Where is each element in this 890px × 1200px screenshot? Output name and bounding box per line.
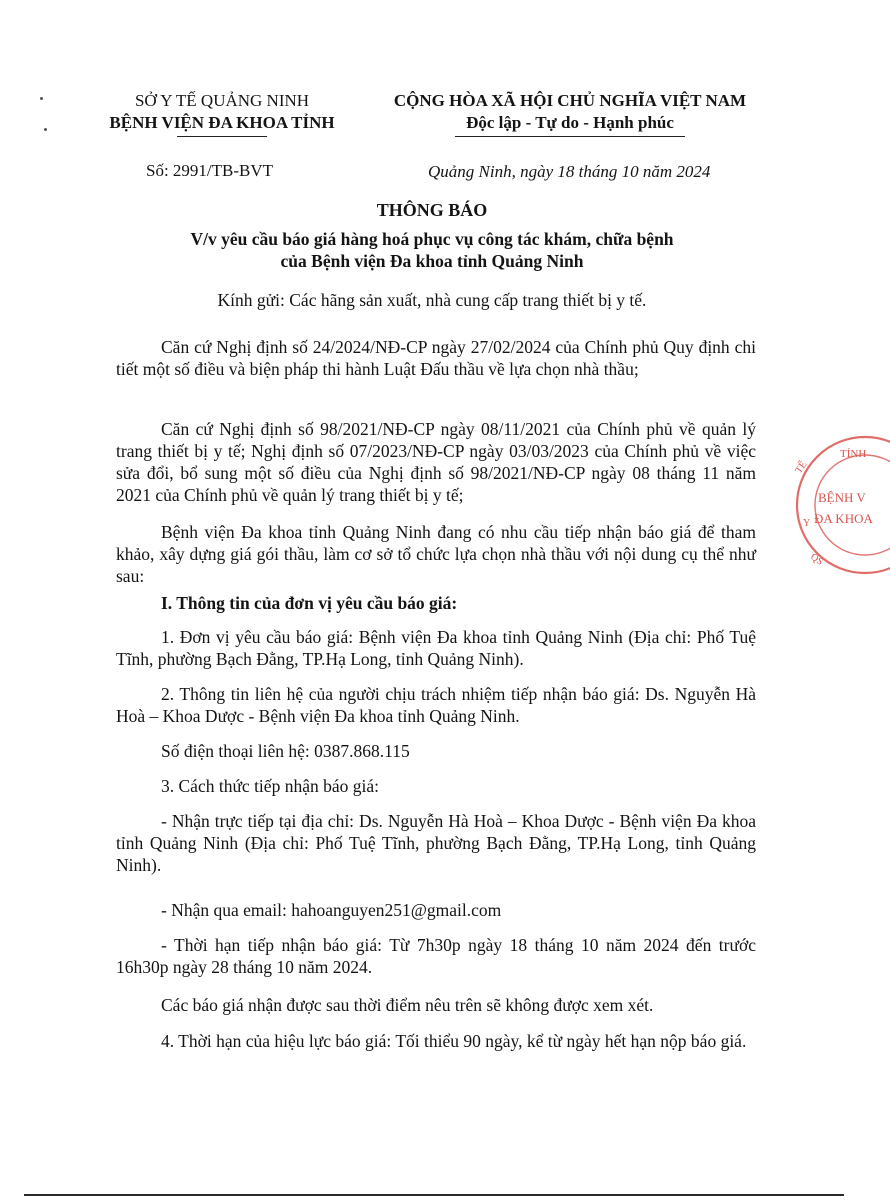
seal-ring-bottom: QS bbox=[808, 551, 826, 568]
official-seal bbox=[770, 430, 890, 580]
nation-name: CỘNG HÒA XÃ HỘI CHỦ NGHĨA VIỆT NAM bbox=[393, 91, 747, 110]
seal-ring-side: Y bbox=[803, 518, 811, 529]
seal-center-line-1: BỆNH V bbox=[818, 490, 866, 505]
legal-basis-paragraph-1: Căn cứ Nghị định số 24/2024/NĐ-CP ngày 27/02/2024 của Chính phủ Quy định chi tiết một số điều và biện pháp thi hành Luật Đấu thầu về lựa chọn nhà thầu; bbox=[116, 337, 756, 379]
issuing-unit: BỆNH VIỆN ĐA KHOA TỈNH bbox=[109, 113, 335, 132]
national-header-block bbox=[380, 90, 760, 137]
place-and-date: Quảng Ninh, ngày 18 tháng 10 năm 2024 bbox=[428, 162, 711, 181]
scan-speck bbox=[44, 128, 47, 131]
parent-agency: SỞ Y TẾ QUẢNG NINH bbox=[134, 91, 310, 110]
motto-underline bbox=[455, 136, 685, 137]
seal-center-line-2: ĐA KHOA bbox=[814, 511, 873, 526]
scan-speck bbox=[40, 97, 43, 100]
document-subject bbox=[0, 228, 864, 272]
national-motto: Độc lập - Tự do - Hạnh phúc bbox=[466, 113, 674, 132]
issuing-agency-block bbox=[92, 90, 352, 137]
section-heading: I. Thông tin của đơn vị yêu cầu báo giá: bbox=[161, 593, 458, 613]
item-requesting-unit: 1. Đơn vị yêu cầu báo giá: Bệnh viện Đa khoa tỉnh Quảng Ninh (Địa chỉ: Phố Tuệ Tĩnh, phường Bạch Đằng, TP.Hạ Long, tỉnh Quảng Ninh). bbox=[116, 627, 756, 669]
purpose-paragraph: Bệnh viện Đa khoa tỉnh Quảng Ninh đang có nhu cầu tiếp nhận báo giá để tham khảo, xây dựng giá gói thầu, làm cơ sở tổ chức lựa chọn nhà thầu với nội dung cụ thể như sau: bbox=[116, 522, 756, 586]
seal-ring-left: TẾ bbox=[793, 459, 810, 476]
seal-graphic bbox=[770, 430, 890, 580]
subject-line-1: V/v yêu cầu báo giá hàng hoá phục vụ công tác khám, chữa bệnh bbox=[190, 229, 674, 249]
item-contact-person: 2. Thông tin liên hệ của người chịu trách nhiệm tiếp nhận báo giá: Ds. Nguyễn Hà Hoà – Khoa Dược - Bệnh viện Đa khoa tỉnh Quảng Ninh. bbox=[116, 684, 756, 726]
legal-basis-paragraph-2: Căn cứ Nghị định số 98/2021/NĐ-CP ngày 08/11/2021 của Chính phủ về quản lý trang thiết bị y tế; Nghị định số 07/2023/NĐ-CP ngày 03/03/2023 của Chính phủ về việc sửa đổi, bổ sung một số điều của Nghị định số 98/2021/NĐ-CP ngày 08 tháng 11 năm 2021 của Chính phủ về quản lý trang thiết bị y tế; bbox=[116, 419, 756, 505]
document-title: THÔNG BÁO bbox=[376, 200, 488, 220]
agency-underline bbox=[177, 136, 267, 137]
seal-ring-top: TỈNH bbox=[840, 448, 867, 460]
late-submission-note: Các báo giá nhận được sau thời điểm nêu trên sẽ không được xem xét. bbox=[161, 995, 654, 1015]
receiving-deadline: - Thời hạn tiếp nhận báo giá: Từ 7h30p ngày 18 tháng 10 năm 2024 đến trước 16h30p ngày 28 tháng 10 năm 2024. bbox=[116, 935, 756, 977]
item-quote-validity: 4. Thời hạn của hiệu lực báo giá: Tối thiểu 90 ngày, kể từ ngày hết hạn nộp báo giá. bbox=[161, 1031, 747, 1051]
receiving-in-person: - Nhận trực tiếp tại địa chỉ: Ds. Nguyễn Hà Hoà – Khoa Dược - Bệnh viện Đa khoa tỉnh Quảng Ninh (Địa chỉ: Phố Tuệ Tĩnh, phường Bạch Đằng, TP.Hạ Long, tỉnh Quảng Ninh). bbox=[116, 811, 756, 875]
document-number: Số: 2991/TB-BVT bbox=[146, 161, 274, 180]
scan-bottom-edge bbox=[24, 1194, 844, 1196]
item-receiving-method: 3. Cách thức tiếp nhận báo giá: bbox=[161, 776, 379, 796]
subject-line-2: của Bệnh viện Đa khoa tỉnh Quảng Ninh bbox=[280, 251, 584, 271]
receiving-by-email: - Nhận qua email: hahoanguyen251@gmail.com bbox=[161, 900, 502, 920]
recipient-line: Kính gửi: Các hãng sản xuất, nhà cung cấp trang thiết bị y tế. bbox=[217, 290, 647, 310]
contact-phone: Số điện thoại liên hệ: 0387.868.115 bbox=[161, 741, 410, 761]
